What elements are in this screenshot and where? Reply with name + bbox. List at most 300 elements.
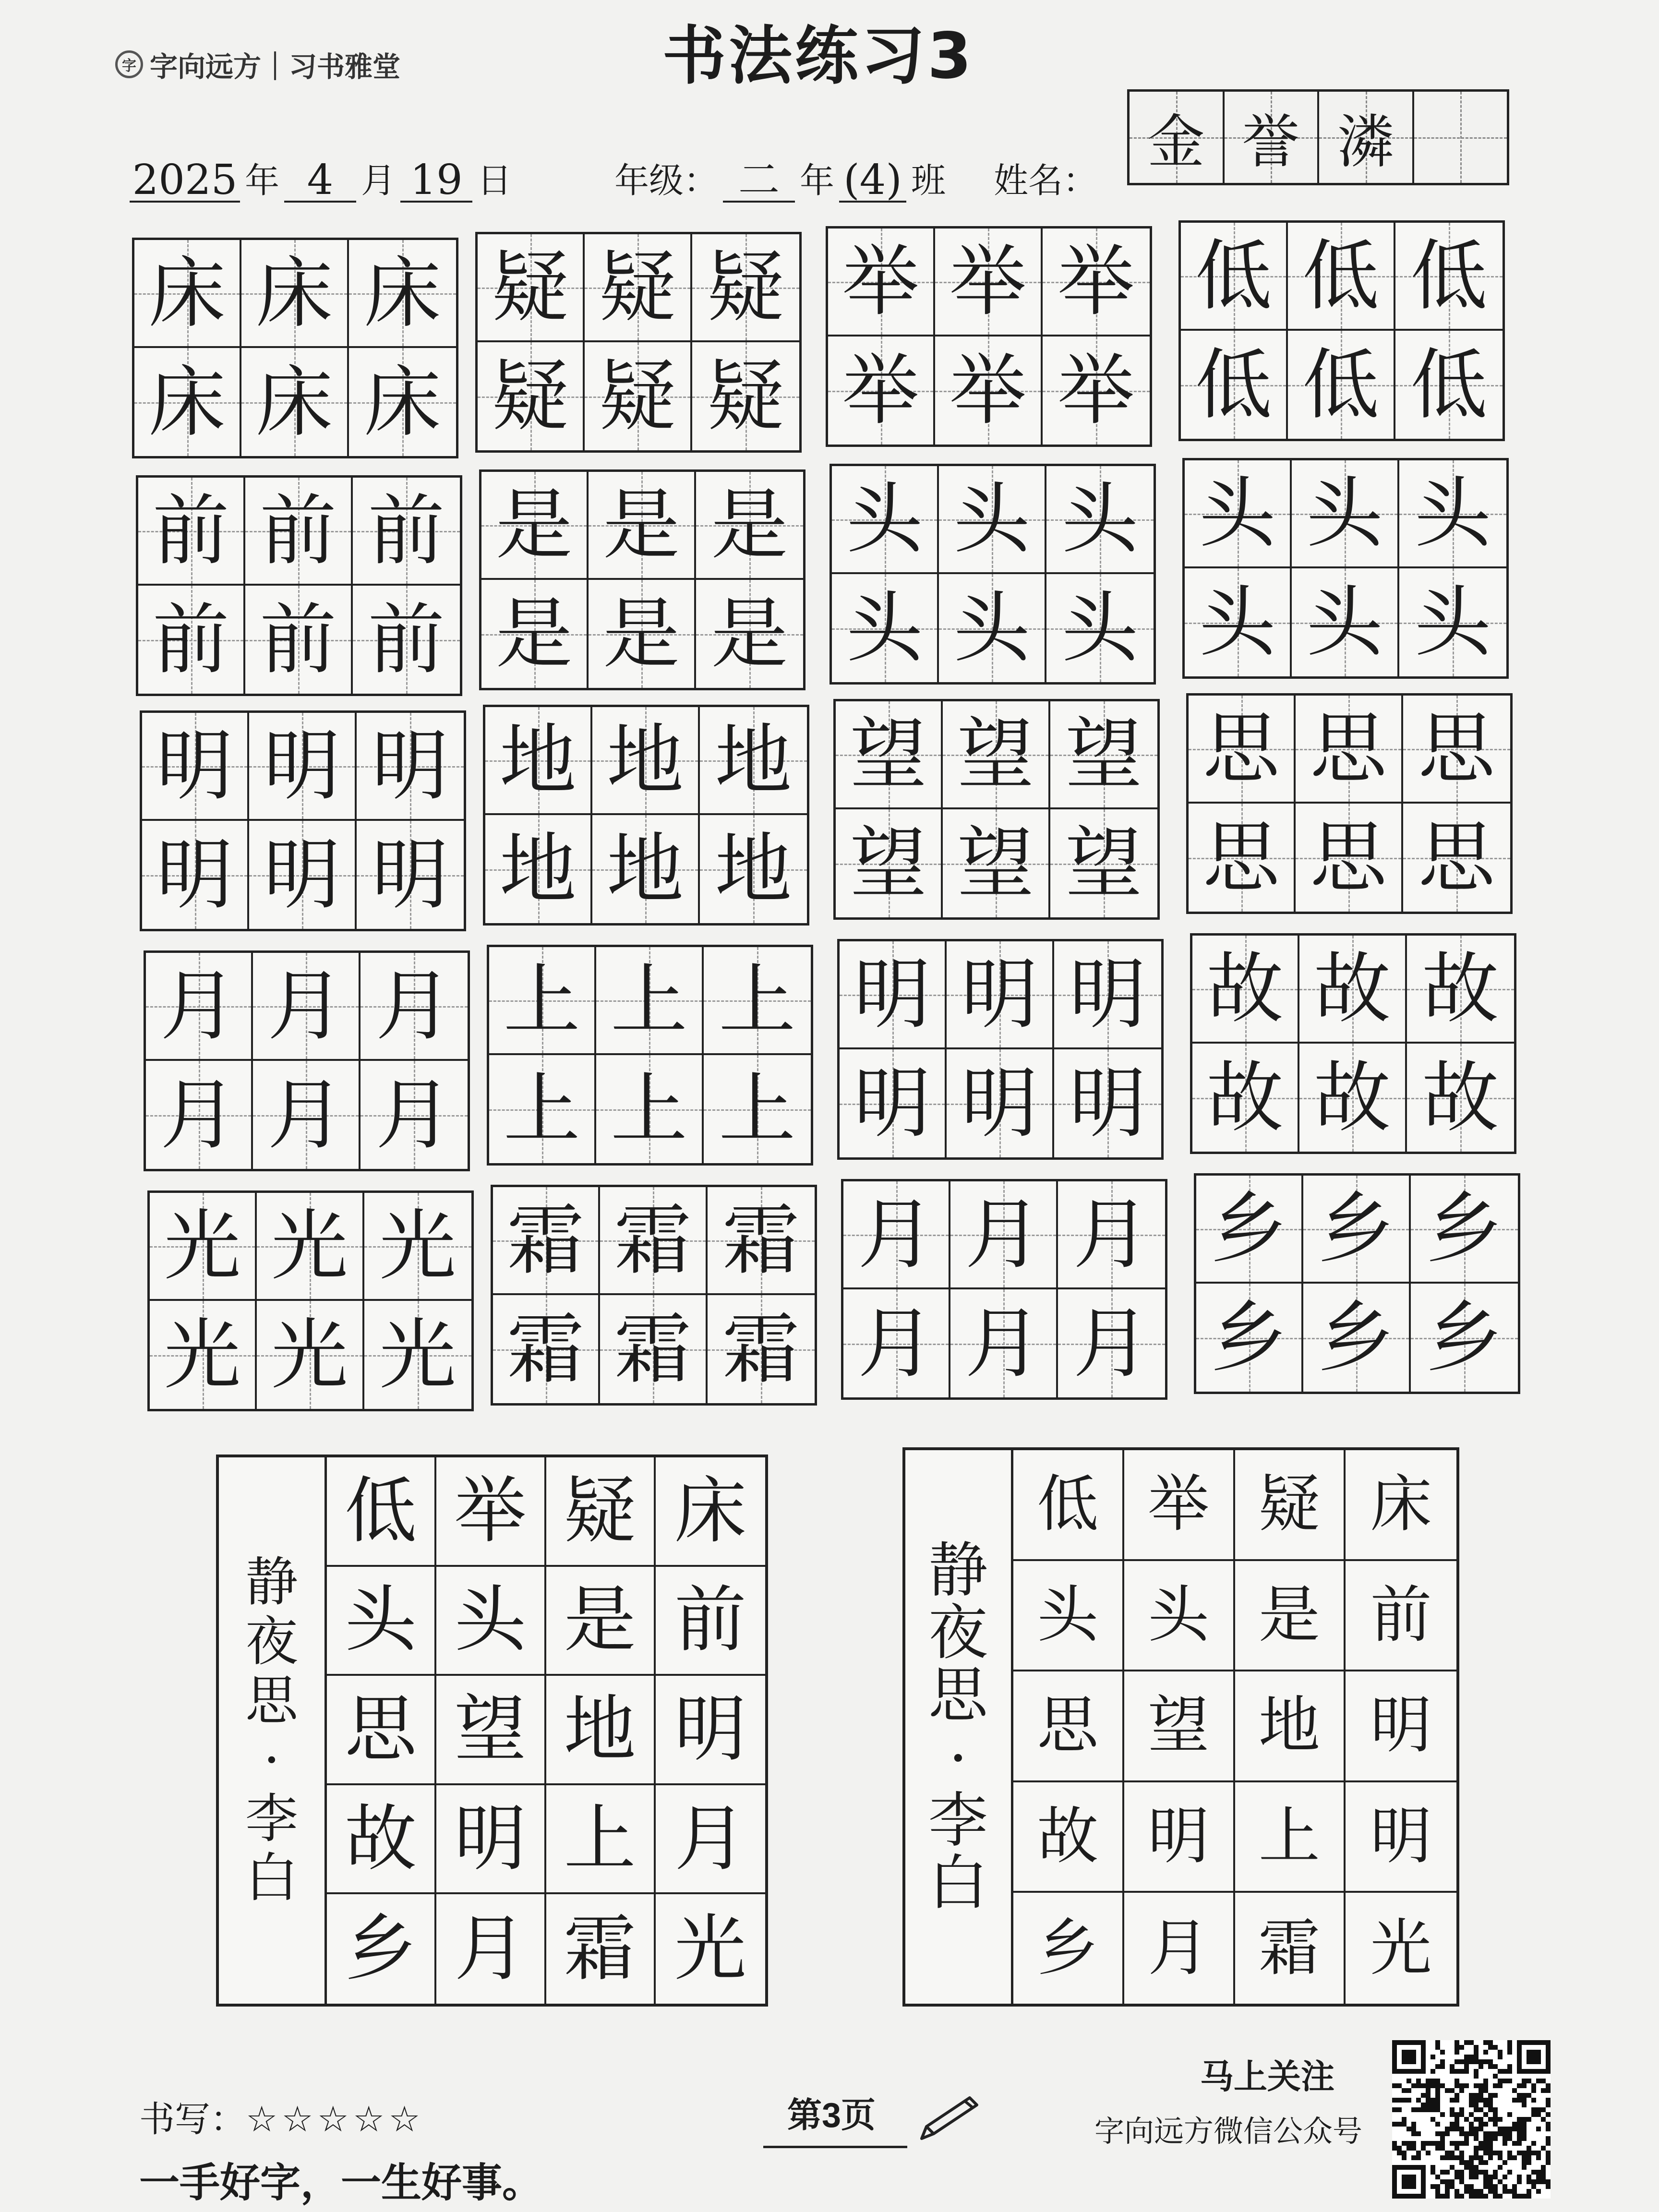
practice-cell [1196, 1176, 1303, 1284]
practice-cell [1192, 936, 1299, 1044]
practice-cell [481, 472, 589, 580]
practice-cell [696, 472, 803, 580]
practice-cell [589, 472, 696, 580]
poem-cell [1124, 1893, 1235, 2004]
practice-grid [132, 238, 458, 458]
month-label: 月 [361, 162, 396, 200]
poem-cell [436, 1676, 546, 1785]
practice-char: 明 [961, 949, 1038, 1039]
practice-char: 月 [160, 961, 237, 1051]
practice-char: 故 [1206, 1052, 1284, 1142]
practice-cell [708, 1295, 815, 1403]
practice-char: 头 [846, 583, 923, 673]
brand-logo [115, 44, 400, 84]
poem-cell [436, 1567, 546, 1676]
poem-box-right [902, 1447, 1459, 2007]
poem-char: 乡 [345, 1907, 417, 1991]
poem-cell [327, 1785, 436, 1895]
practice-cell [134, 240, 241, 348]
practice-cell [478, 342, 585, 450]
practice-cell [353, 586, 460, 694]
practice-cell [485, 815, 592, 923]
follow-text: 马上关注 [1200, 2058, 1334, 2095]
practice-char: 前 [368, 485, 445, 576]
practice-char: 明 [1069, 949, 1146, 1039]
practice-cell [585, 342, 692, 450]
poem-cell [1235, 1450, 1346, 1561]
practice-char: 举 [842, 236, 919, 326]
name-cell: 誉 [1225, 92, 1320, 183]
practice-char: 疑 [492, 242, 569, 332]
poem-char: 光 [1370, 1912, 1432, 1984]
poem-char: 乡 [1037, 1912, 1099, 1984]
practice-cell [1043, 337, 1150, 445]
poem-char: 举 [454, 1469, 527, 1553]
practice-grid [1190, 933, 1516, 1154]
poem-char: 明 [1148, 1801, 1210, 1873]
page-number: 第3页 [787, 2096, 876, 2135]
practice-cell [1299, 1044, 1407, 1152]
poem-cell [546, 1676, 656, 1785]
poem-cell [546, 1785, 656, 1895]
practice-cell [943, 701, 1050, 809]
poem-cell [656, 1567, 765, 1676]
practice-cell [357, 713, 464, 821]
practice-cell [939, 574, 1046, 682]
practice-char: 头 [1199, 468, 1276, 558]
grade-label: 年级： [614, 162, 719, 200]
practice-cell [241, 240, 349, 348]
practice-cell [361, 1061, 468, 1169]
poem-cell [656, 1785, 765, 1895]
poem-cell [1124, 1671, 1235, 1782]
practice-cell [836, 809, 943, 917]
poem-title: 静 夜 思 · 李 白 [905, 1450, 1013, 2004]
practice-grid [1194, 1173, 1520, 1394]
name-label: 姓名： [994, 162, 1098, 200]
practice-cell [146, 1061, 253, 1169]
practice-grid [1182, 458, 1509, 679]
practice-cell [692, 234, 799, 342]
practice-cell [1292, 460, 1399, 568]
practice-cell [935, 228, 1042, 337]
practice-char: 明 [263, 830, 340, 920]
practice-char: 低 [1302, 230, 1379, 321]
practice-cell [1196, 1284, 1303, 1392]
practice-char: 上 [610, 1064, 687, 1154]
practice-char: 明 [156, 830, 233, 920]
practice-char: 床 [255, 248, 333, 338]
practice-cell [249, 713, 356, 821]
month-value: 4 [284, 159, 356, 203]
practice-char: 地 [499, 824, 577, 914]
practice-grid [841, 1179, 1167, 1400]
practice-char: 月 [1073, 1189, 1150, 1279]
day-label: 日 [477, 162, 512, 200]
divider [763, 2146, 907, 2148]
practice-cell [349, 348, 456, 456]
practice-char: 头 [846, 474, 923, 564]
practice-grid [147, 1190, 474, 1411]
practice-cell [1181, 223, 1288, 331]
poem-char: 望 [1148, 1690, 1210, 1762]
practice-cell [357, 821, 464, 929]
account-name: 字向远方微信公众号 [1094, 2115, 1363, 2148]
practice-char: 乡 [1317, 1183, 1395, 1274]
practice-char: 头 [953, 583, 1030, 673]
practice-char: 月 [375, 961, 453, 1051]
practice-char: 前 [259, 485, 337, 576]
poem-char: 上 [1258, 1801, 1320, 1873]
poem-cell [1346, 1893, 1456, 2004]
practice-cell [146, 953, 253, 1061]
practice-char: 思 [1202, 812, 1280, 902]
practice-char: 思 [1202, 703, 1280, 793]
practice-cell [353, 478, 460, 586]
practice-char: 头 [1199, 577, 1276, 667]
poem-cell [1013, 1893, 1124, 2004]
practice-cell [589, 580, 696, 688]
poem-char: 地 [1258, 1690, 1320, 1762]
poem-cell [327, 1567, 436, 1676]
practice-cell [364, 1301, 471, 1409]
rating [139, 2091, 424, 2142]
poem-grid-right [1013, 1450, 1456, 2004]
practice-char: 明 [1069, 1058, 1146, 1148]
poem-char: 霜 [564, 1907, 636, 1991]
practice-cell [1181, 331, 1288, 439]
practice-char: 光 [271, 1201, 348, 1291]
poem-char: 是 [1258, 1579, 1320, 1651]
practice-char: 地 [606, 715, 684, 805]
practice-cell [1185, 460, 1292, 568]
practice-grid [136, 475, 462, 696]
poem-char: 光 [674, 1907, 746, 1991]
page-title: 书法练习3 [662, 19, 974, 93]
poem-char: 望 [454, 1687, 527, 1771]
practice-cell [704, 947, 811, 1055]
practice-cell [1288, 331, 1395, 439]
practice-cell [1407, 1044, 1514, 1152]
practice-cell [600, 1187, 707, 1295]
poem-cell [1235, 1893, 1346, 2004]
rating-stars: ☆☆☆☆☆ [246, 2099, 424, 2140]
practice-char: 光 [271, 1310, 348, 1400]
practice-char: 霜 [507, 1304, 584, 1394]
practice-cell [245, 586, 352, 694]
practice-char: 前 [368, 594, 445, 685]
poem-cell [327, 1894, 436, 2004]
practice-char: 前 [152, 594, 229, 685]
class-label: 班 [911, 162, 946, 200]
practice-char: 月 [267, 961, 344, 1051]
practice-cell [935, 337, 1042, 445]
practice-cell [1043, 228, 1150, 337]
practice-cell [1046, 574, 1154, 682]
poem-cell [1346, 1671, 1456, 1782]
poem-char: 月 [454, 1907, 527, 1991]
practice-cell [840, 1049, 947, 1157]
practice-char: 上 [719, 1064, 796, 1154]
practice-cell [1050, 701, 1157, 809]
poem-cell [1124, 1561, 1235, 1672]
practice-cell [832, 574, 939, 682]
practice-cell [1395, 223, 1503, 331]
brand-text: 字向远方｜习书雅堂 [150, 50, 401, 83]
practice-cell [257, 1301, 364, 1409]
poem-cell [1235, 1671, 1346, 1782]
practice-char: 故 [1313, 1052, 1391, 1142]
slogan: 一手好字，一生好事。 [139, 2160, 543, 2205]
poem-grid-left [327, 1457, 765, 2004]
practice-cell [832, 466, 939, 574]
poem-char: 床 [674, 1469, 746, 1553]
practice-char: 地 [606, 824, 684, 914]
practice-char: 明 [961, 1058, 1038, 1148]
practice-cell [481, 580, 589, 688]
practice-char: 举 [1058, 345, 1135, 435]
practice-cell [950, 1181, 1058, 1289]
poem-char: 故 [345, 1797, 417, 1881]
poem-cell [1013, 1561, 1124, 1672]
practice-cell [241, 348, 349, 456]
poem-char: 明 [454, 1797, 527, 1881]
poem-char: 故 [1037, 1801, 1099, 1873]
practice-cell [596, 947, 703, 1055]
practice-cell [708, 1187, 815, 1295]
practice-cell [1399, 460, 1506, 568]
practice-grid [830, 464, 1156, 685]
practice-char: 地 [715, 715, 792, 805]
practice-char: 故 [1422, 1052, 1499, 1142]
practice-char: 举 [1058, 236, 1135, 326]
name-cell: 金 [1130, 92, 1225, 183]
practice-char: 明 [372, 830, 449, 920]
practice-cell [1296, 804, 1403, 912]
day-value: 19 [400, 159, 472, 203]
practice-cell [828, 337, 935, 445]
practice-grid [491, 1185, 817, 1406]
practice-char: 乡 [1317, 1292, 1395, 1382]
poem-cell [546, 1894, 656, 2004]
practice-cell [142, 821, 249, 929]
practice-char: 月 [375, 1070, 453, 1160]
practice-cell [253, 953, 360, 1061]
practice-cell [943, 809, 1050, 917]
practice-grid [479, 469, 805, 690]
practice-char: 思 [1310, 812, 1387, 902]
practice-cell [600, 1295, 707, 1403]
poem-cell [1013, 1450, 1124, 1561]
poem-box-left [216, 1455, 768, 2007]
practice-char: 前 [259, 594, 337, 685]
poem-char: 床 [1370, 1468, 1432, 1540]
poem-char: 上 [564, 1797, 636, 1881]
practice-char: 疑 [599, 351, 676, 441]
poem-char: 月 [1148, 1912, 1210, 1984]
poem-cell [327, 1457, 436, 1567]
practice-cell [493, 1295, 600, 1403]
poem-cell [436, 1785, 546, 1895]
practice-cell [249, 821, 356, 929]
practice-cell [592, 707, 699, 815]
practice-char: 光 [164, 1310, 241, 1400]
practice-char: 乡 [1210, 1292, 1287, 1382]
practice-char: 疑 [707, 351, 784, 441]
practice-cell [947, 941, 1054, 1049]
grade-row [610, 153, 1102, 203]
practice-char: 望 [850, 818, 927, 908]
practice-cell [493, 1187, 600, 1295]
practice-char: 前 [152, 485, 229, 576]
practice-char: 疑 [599, 242, 676, 332]
practice-cell [245, 478, 352, 586]
practice-cell [1185, 568, 1292, 676]
year-label: 年 [245, 162, 280, 200]
practice-char: 望 [1065, 818, 1142, 908]
poem-char: 月 [674, 1797, 746, 1881]
practice-cell [1058, 1181, 1165, 1289]
practice-char: 上 [610, 955, 687, 1045]
poem-char: 前 [1370, 1579, 1432, 1651]
practice-char: 明 [854, 1058, 931, 1148]
poem-cell [1124, 1450, 1235, 1561]
practice-cell [1303, 1176, 1410, 1284]
practice-cell [592, 815, 699, 923]
practice-char: 头 [1414, 577, 1491, 667]
poem-cell [1346, 1782, 1456, 1893]
poem-char: 头 [454, 1578, 527, 1662]
practice-cell [704, 1055, 811, 1163]
seal-icon: 字 [115, 50, 143, 78]
practice-char: 举 [842, 345, 919, 435]
poem-cell [1346, 1450, 1456, 1561]
pen-icon [912, 2093, 984, 2146]
practice-char: 望 [1065, 709, 1142, 799]
practice-char: 思 [1310, 703, 1387, 793]
practice-char: 低 [1195, 230, 1272, 321]
practice-grid [833, 699, 1160, 920]
practice-char: 低 [1302, 339, 1379, 430]
poem-char: 明 [1370, 1690, 1432, 1762]
practice-cell [843, 1181, 950, 1289]
year-value: 2025 [130, 159, 240, 203]
practice-cell [1058, 1289, 1165, 1397]
practice-char: 月 [267, 1070, 344, 1160]
practice-cell [1054, 941, 1161, 1049]
practice-cell [828, 228, 935, 337]
practice-char: 头 [1414, 468, 1491, 558]
practice-char: 霜 [614, 1304, 691, 1394]
practice-char: 月 [160, 1070, 237, 1160]
practice-char: 月 [857, 1298, 935, 1388]
practice-char: 光 [379, 1310, 457, 1400]
practice-cell [1046, 466, 1154, 574]
practice-cell [134, 348, 241, 456]
practice-cell [700, 815, 807, 923]
practice-char: 是 [711, 589, 788, 679]
class-value: (4) [839, 159, 906, 203]
practice-grid [144, 950, 470, 1171]
practice-cell [1192, 1044, 1299, 1152]
practice-cell [1050, 809, 1157, 917]
poem-char: 地 [564, 1687, 636, 1771]
poem-title: 静 夜 思 · 李 白 [219, 1457, 327, 2004]
poem-cell [546, 1567, 656, 1676]
practice-char: 举 [949, 345, 1026, 435]
practice-cell [1054, 1049, 1161, 1157]
practice-cell [1395, 331, 1503, 439]
practice-cell [1411, 1176, 1518, 1284]
practice-char: 疑 [707, 242, 784, 332]
practice-cell [596, 1055, 703, 1163]
poem-char: 头 [345, 1578, 417, 1662]
poem-cell [1346, 1561, 1456, 1672]
rating-label: 书写： [139, 2099, 246, 2139]
practice-char: 霜 [507, 1195, 584, 1285]
poem-cell [1013, 1671, 1124, 1782]
practice-char: 月 [1073, 1298, 1150, 1388]
practice-char: 头 [1306, 468, 1383, 558]
practice-cell [1403, 804, 1510, 912]
practice-char: 乡 [1210, 1183, 1287, 1274]
poem-cell [436, 1457, 546, 1567]
poem-cell [546, 1457, 656, 1567]
practice-char: 头 [1061, 583, 1139, 673]
name-cell [1414, 92, 1507, 183]
practice-char: 故 [1206, 943, 1284, 1034]
name-cell: 潾 [1319, 92, 1414, 183]
practice-char: 是 [602, 480, 680, 570]
practice-char: 光 [164, 1201, 241, 1291]
practice-cell [138, 478, 245, 586]
practice-cell [696, 580, 803, 688]
poem-char: 头 [1148, 1579, 1210, 1651]
practice-char: 床 [364, 357, 441, 447]
poem-cell [436, 1894, 546, 2004]
practice-char: 床 [148, 357, 226, 447]
poem-char: 疑 [1258, 1468, 1320, 1540]
poem-char: 明 [674, 1687, 746, 1771]
practice-char: 头 [953, 474, 1030, 564]
practice-cell [253, 1061, 360, 1169]
practice-char: 是 [495, 480, 573, 570]
practice-cell [150, 1193, 257, 1301]
practice-cell [950, 1289, 1058, 1397]
practice-cell [1288, 223, 1395, 331]
practice-char: 床 [148, 248, 226, 338]
practice-grid [483, 705, 809, 926]
practice-grid [1178, 220, 1505, 441]
poem-cell [656, 1676, 765, 1785]
poem-cell [656, 1457, 765, 1567]
practice-cell [585, 234, 692, 342]
poem-char: 明 [1370, 1801, 1432, 1873]
practice-char: 地 [715, 824, 792, 914]
practice-char: 乡 [1426, 1183, 1503, 1274]
practice-char: 上 [719, 955, 796, 1045]
practice-char: 是 [495, 589, 573, 679]
practice-grid [837, 939, 1164, 1160]
qr-code-icon[interactable] [1392, 2040, 1551, 2199]
practice-cell [142, 713, 249, 821]
poem-char: 是 [564, 1578, 636, 1662]
poem-char: 举 [1148, 1468, 1210, 1540]
practice-grid [487, 945, 813, 1166]
practice-char: 故 [1422, 943, 1499, 1034]
practice-grid [1186, 693, 1513, 914]
practice-char: 思 [1418, 703, 1495, 793]
